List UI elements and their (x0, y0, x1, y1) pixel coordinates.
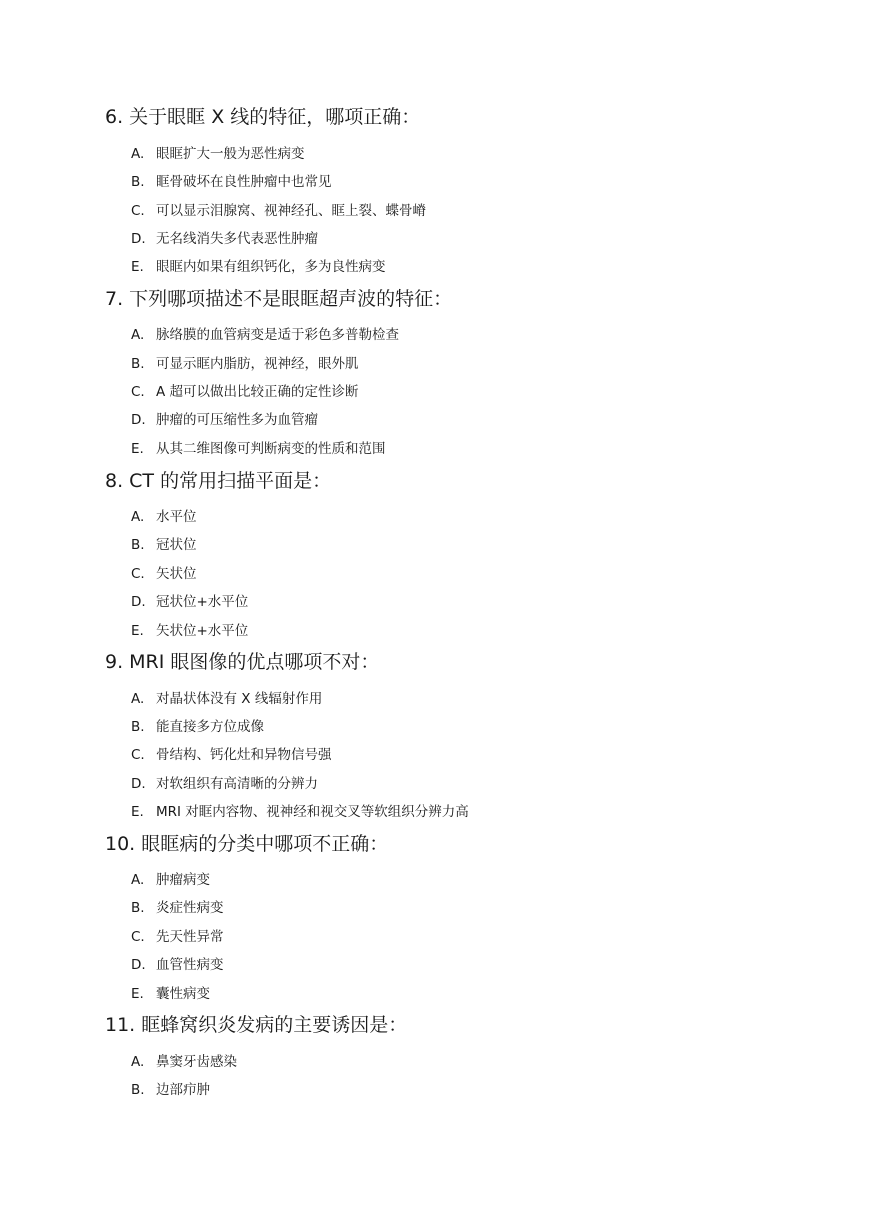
option-text: 边部疖肿 (156, 1082, 210, 1098)
option-item (131, 593, 248, 611)
option-text: 骨结构、钙化灶和异物信号强 (156, 747, 332, 763)
option-text: 眼眶内如果有组织钙化，多为良性病变 (156, 259, 386, 275)
option-letter: A. (131, 327, 145, 343)
option-item (131, 565, 197, 583)
option-letter: C. (131, 929, 145, 945)
option-letter: E. (131, 441, 144, 457)
option-item (131, 145, 305, 163)
option-item (131, 899, 224, 917)
option-item (131, 928, 224, 946)
option-item (131, 1053, 237, 1071)
option-letter: D. (131, 776, 146, 792)
option-text: 冠状位 (156, 537, 197, 553)
option-item (131, 536, 197, 554)
option-item (131, 411, 318, 429)
option-letter: C. (131, 203, 145, 219)
option-letter: A. (131, 872, 145, 888)
option-item (131, 718, 264, 736)
option-item (131, 355, 359, 373)
option-letter: B. (131, 1082, 145, 1098)
option-item (131, 956, 224, 974)
option-text: MRI 对眶内容物、视神经和视交叉等软组织分辨力高 (156, 804, 469, 820)
option-letter: D. (131, 594, 146, 610)
option-text: 可以显示泪腺窝、视神经孔、眶上裂、蝶骨嵴 (156, 203, 426, 219)
option-item (131, 258, 386, 276)
option-text: 可显示眶内脂肪，视神经，眼外肌 (156, 356, 359, 372)
option-text: 脉络膜的血管病变是适于彩色多普勒检查 (156, 327, 399, 343)
option-text: 能直接多方位成像 (156, 719, 264, 735)
question-title: 6. 关于眼眶 X 线的特征，哪项正确： (105, 106, 421, 128)
option-text: 矢状位 (156, 566, 197, 582)
option-item (131, 622, 248, 640)
option-item (131, 1081, 210, 1099)
question-title: 9. MRI 眼图像的优点哪项不对： (105, 651, 380, 673)
question-title: 10. 眼眶病的分类中哪项不正确： (105, 833, 389, 855)
option-text: 对晶状体没有 X 线辐射作用 (156, 691, 323, 707)
option-letter: C. (131, 384, 145, 400)
option-item (131, 173, 332, 191)
option-item (131, 746, 332, 764)
option-letter: D. (131, 957, 146, 973)
option-letter: B. (131, 537, 145, 553)
option-item (131, 326, 399, 344)
option-text: 鼻窦牙齿感染 (156, 1054, 237, 1070)
option-item (131, 871, 210, 889)
option-letter: A. (131, 1054, 145, 1070)
option-text: 对软组织有高清晰的分辨力 (156, 776, 318, 792)
option-letter: E. (131, 259, 144, 275)
question-title: 11. 眶蜂窝织炎发病的主要诱因是： (105, 1014, 408, 1036)
option-item (131, 202, 426, 220)
option-letter: E. (131, 804, 144, 820)
option-letter: A. (131, 509, 145, 525)
option-text: 肿瘤的可压缩性多为血管瘤 (156, 412, 318, 428)
option-letter: E. (131, 623, 144, 639)
option-item (131, 803, 469, 821)
option-letter: B. (131, 719, 145, 735)
option-letter: B. (131, 174, 145, 190)
option-item (131, 383, 359, 401)
option-item (131, 775, 318, 793)
option-item (131, 230, 318, 248)
option-letter: D. (131, 231, 146, 247)
option-letter: A. (131, 691, 145, 707)
option-item (131, 440, 386, 458)
option-text: 血管性病变 (156, 957, 224, 973)
option-item (131, 985, 210, 1003)
option-text: 冠状位+水平位 (156, 594, 249, 610)
option-text: 囊性病变 (156, 986, 210, 1002)
option-text: 炎症性病变 (156, 900, 224, 916)
option-text: A 超可以做出比较正确的定性诊断 (156, 384, 359, 400)
option-text: 眼眶扩大一般为恶性病变 (156, 146, 305, 162)
option-letter: D. (131, 412, 146, 428)
option-text: 无名线消失多代表恶性肿瘤 (156, 231, 318, 247)
question-title: 8. CT 的常用扫描平面是： (105, 470, 332, 492)
option-text: 水平位 (156, 509, 197, 525)
option-text: 矢状位+水平位 (156, 623, 249, 639)
option-text: 肿瘤病变 (156, 872, 210, 888)
option-letter: A. (131, 146, 145, 162)
option-item (131, 690, 322, 708)
option-text: 从其二维图像可判断病变的性质和范围 (156, 441, 386, 457)
question-title: 7. 下列哪项描述不是眼眶超声波的特征： (105, 288, 453, 310)
option-text: 先天性异常 (156, 929, 224, 945)
option-letter: E. (131, 986, 144, 1002)
option-item (131, 508, 197, 526)
option-letter: C. (131, 747, 145, 763)
option-letter: B. (131, 356, 145, 372)
option-text: 眶骨破坏在良性肿瘤中也常见 (156, 174, 332, 190)
option-letter: C. (131, 566, 145, 582)
option-letter: B. (131, 900, 145, 916)
